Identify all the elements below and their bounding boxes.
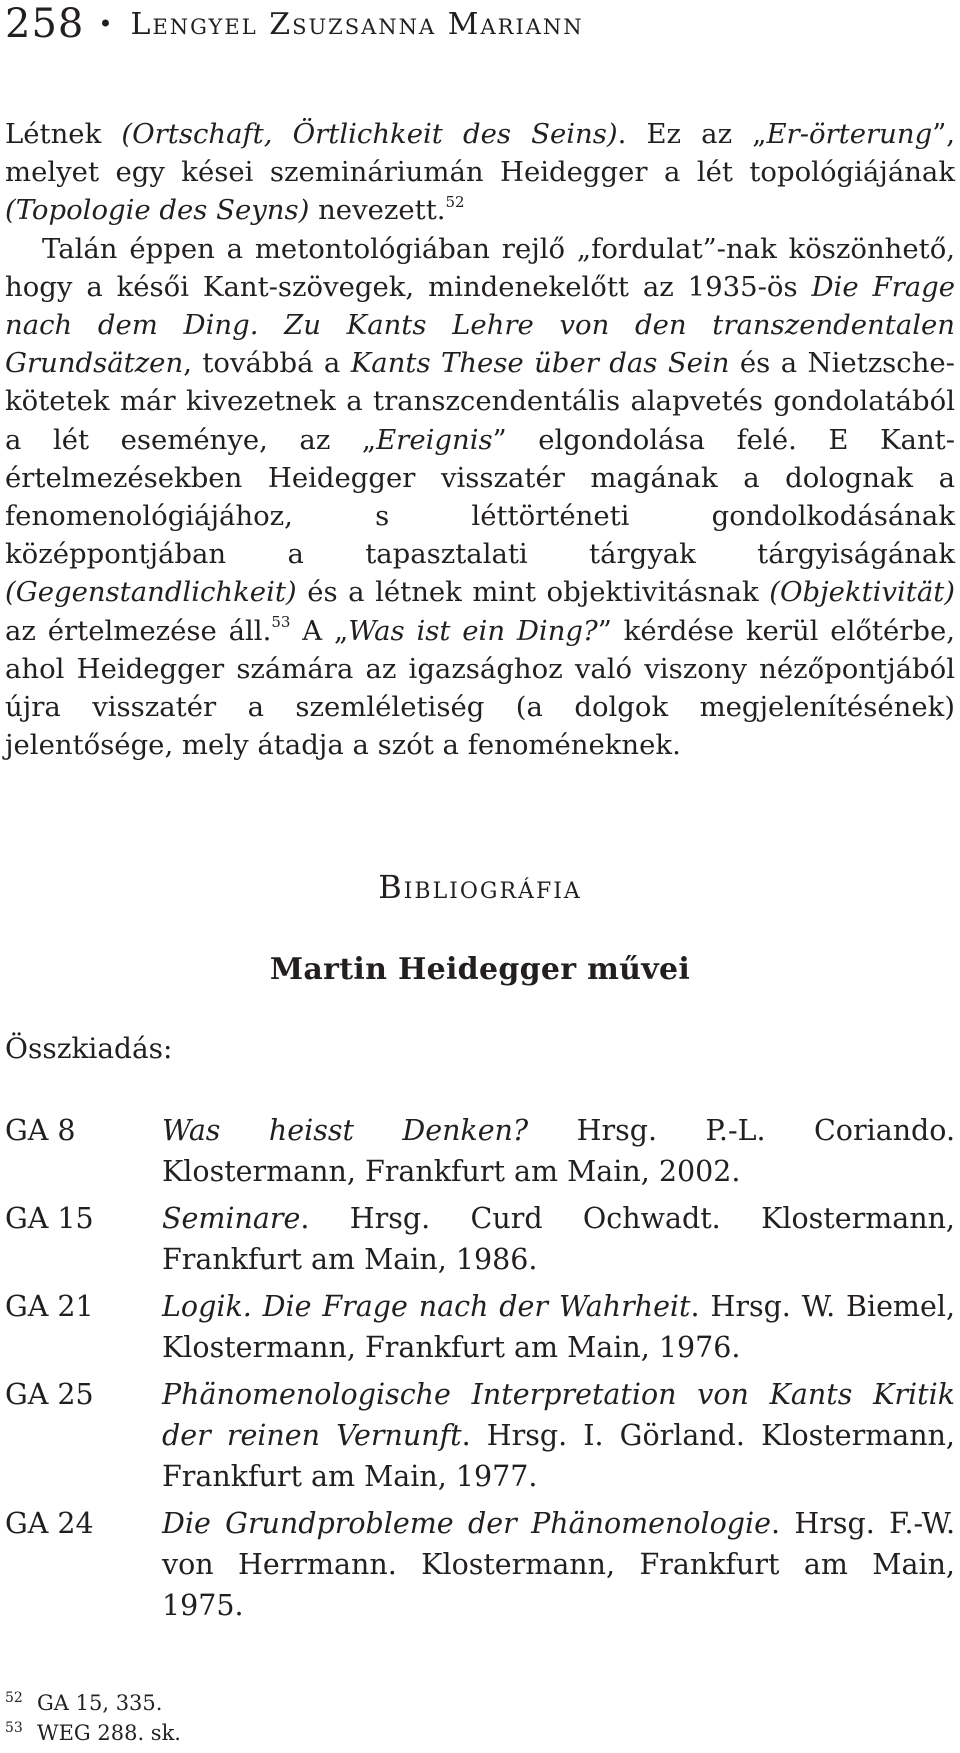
body-text (5, 115, 955, 764)
bib-entry-ga24 (5, 1503, 955, 1626)
text-run: ” elgondolása felé. E Kant-értelmezésekben Heidegger visszatér magának a dolognak a fenomenológiájához, s léttörténeti gondolkodásának középpontjában a tapasztalati tárgyak tárgyiságának (5, 423, 955, 571)
bib-citation (162, 1110, 955, 1192)
footnote-number: 52 (5, 1690, 23, 1706)
text-run: Talán éppen a metontológiában rejlő „fordulat”-nak köszönhető, hogy a késői Kant-szövegek, mindenekelőtt az 1935-ös (5, 232, 955, 303)
italic-term: (Ortschaft, Örtlichkeit des Seins) (121, 118, 618, 150)
bullet-separator: • (98, 10, 113, 38)
bib-details: . Hrsg. I. Görland. Klostermann, Frankfurt am Main, 1977. (162, 1419, 955, 1493)
bib-citation (162, 1286, 955, 1368)
text-run: ” kérdése kerül előtérbe, ahol Heidegger számára az igazsághoz való viszony nézőpontjából újra visszatér a szemléletiség (a dolgok megjelenítésének) jelentősége, mely átadja a szót a fenoméneknek. (5, 614, 956, 762)
text-run: és a Nietzsche-kötetek már kivezetnek a transzcendentális alapvetés gondolatából a lét eseménye, az „ (5, 347, 955, 456)
bib-code: GA 21 (5, 1290, 94, 1323)
text-run: és a létnek mint objektivitásnak (296, 576, 770, 609)
text-run: ”, melyet egy kései szemináriumán Heidegger a lét topológiájának (5, 118, 955, 189)
text-run: , továbbá a (183, 347, 351, 380)
italic-term: (Gegenstandlichkeit) (5, 576, 297, 609)
bib-citation (162, 1503, 955, 1626)
italic-term: Was ist ein Ding? (348, 614, 598, 647)
italic-term: Er-örterung (766, 118, 933, 150)
bib-details: Hrsg. P.-L. Coriando. Klostermann, Frankfurt am Main, 2002. (162, 1114, 956, 1188)
footnote-number: 53 (5, 1720, 23, 1736)
bib-code: GA 25 (5, 1378, 94, 1411)
bib-citation (162, 1374, 955, 1497)
running-head (5, 0, 584, 48)
footnote-text: WEG 288. sk. (37, 1721, 181, 1745)
bib-code: GA 15 (5, 1202, 94, 1235)
bib-code: GA 8 (5, 1114, 76, 1147)
bibliography-list (5, 1110, 955, 1632)
footnote-ref-52[interactable]: 52 (445, 193, 465, 212)
bib-entry-ga25 (5, 1374, 955, 1497)
bib-entry-ga15 (5, 1198, 955, 1280)
bib-entry-ga8 (5, 1110, 955, 1192)
text-run: az értelmezése áll. (5, 614, 272, 647)
bib-code: GA 24 (5, 1507, 94, 1540)
footnote-ref-53[interactable]: 53 (271, 613, 291, 632)
footnote-text: GA 15, 335. (37, 1691, 163, 1715)
italic-term: (Topologie des Seyns) (5, 194, 310, 227)
paragraph-1 (5, 115, 955, 230)
italic-term: Ereignis (376, 423, 493, 456)
bibliography-heading: Bibliográfia (378, 868, 582, 906)
text-run: A „ (290, 614, 349, 647)
bib-title: Was heisst Denken? (162, 1114, 529, 1147)
text-run: . Ez az „ (617, 118, 767, 150)
bib-details: . Hrsg. F.-W. von Herrmann. Klostermann, Frankfurt am Main, 1975. (162, 1507, 955, 1622)
footnotes (5, 1688, 181, 1748)
edition-label: Összkiadás: (5, 1032, 173, 1065)
text-run: nevezett. (309, 194, 446, 227)
italic-term: (Objektivität) (769, 576, 955, 609)
paragraph-2 (5, 230, 955, 765)
bib-citation (162, 1198, 955, 1280)
bib-title: Phänomenologische Interpretation von Kants Kritik der reinen Vernunft (162, 1378, 955, 1452)
bib-title: Seminare (162, 1202, 301, 1235)
italic-term: Kants These über das Sein (350, 347, 730, 380)
italic-term: Die Frage nach dem Ding. Zu Kants Lehre von den transzendentalen Grundsätzen (5, 270, 956, 380)
bib-details: . Hrsg. Curd Ochwadt. Klostermann, Frankfurt am Main, 1986. (162, 1202, 955, 1276)
footnote-53 (5, 1718, 181, 1748)
works-subheading: Martin Heidegger művei (269, 952, 691, 987)
text-run: Létnek (5, 118, 122, 150)
page-number: 258 (5, 1, 85, 47)
bib-details: . Hrsg. W. Biemel, Klostermann, Frankfurt am Main, 1976. (162, 1290, 955, 1364)
bib-title: Die Grundprobleme der Phänomenologie (162, 1507, 772, 1540)
bib-title: Logik. Die Frage nach der Wahrheit (162, 1290, 691, 1323)
running-head-author: Lengyel Zsuzsanna Mariann (130, 6, 584, 42)
bib-entry-ga21 (5, 1286, 955, 1368)
